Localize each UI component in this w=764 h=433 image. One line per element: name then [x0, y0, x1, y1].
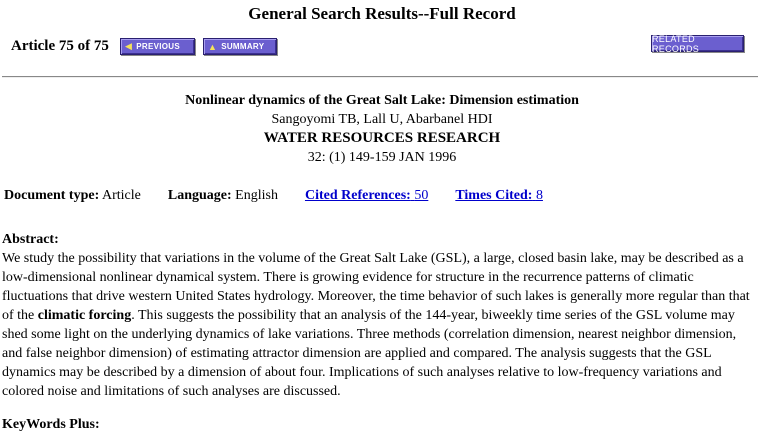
- divider: [2, 76, 758, 78]
- doc-type-label: Document type:: [4, 188, 100, 203]
- related-records-label: RELATED RECORDS: [652, 33, 700, 54]
- arrow-up-icon: ▲: [208, 41, 218, 52]
- record-authors: Sangoyomi TB, Lall U, Abarbanel HDI: [271, 112, 493, 127]
- times-cited-count: 8: [535, 188, 543, 203]
- abstract-section: [2, 230, 754, 401]
- cited-references-link[interactable]: [305, 188, 428, 203]
- previous-button[interactable]: [120, 38, 195, 55]
- record-journal: WATER RESOURCES RESEARCH: [263, 130, 501, 146]
- citation-block: [0, 91, 764, 167]
- record-source: 32: (1) 149-159 JAN 1996: [307, 150, 457, 165]
- arrow-left-icon: ◀: [125, 41, 133, 51]
- doc-type-value: Article: [102, 188, 141, 203]
- abstract-text-part1: We study the possibility that variations in the volume of the Great Salt Lake (GSL), a large, closed basin lake, may be described as a low-dimensional nonlinear dynamical system. There is growing evidence for structure in the recurrence patterns of climatic fluctuations that drive western United States hydrology. Moreover, the time behavior of such lakes is generally more regular than that of the: [2, 251, 750, 323]
- page-title: General Search Results--Full Record: [248, 4, 516, 23]
- times-cited-link[interactable]: [455, 188, 543, 203]
- abstract-label: Abstract:: [2, 232, 59, 247]
- previous-button-label: PREVIOUS: [136, 42, 180, 51]
- language-label: Language:: [167, 188, 232, 203]
- times-cited-label: Times Cited:: [455, 188, 533, 203]
- record-title: Nonlinear dynamics of the Great Salt Lake: Dimension estimation: [185, 93, 579, 108]
- keywords-label: KeyWords Plus:: [2, 417, 100, 432]
- summary-button[interactable]: [203, 38, 277, 55]
- article-count: Article 75 of 75: [11, 38, 109, 54]
- abstract-text-part2: . This suggests the possibility that an analysis of the 144-year, biweekly time series of the GSL volume may shed some light on the underlying dynamics of lake variations. Three methods (correlation dimension, nearest neighbor dimension, and false neighbor dimension) of estimating attractor dimension are applied and compared. The analysis suggests that the GSL dynamics may be described by a dimension of about four. Implications of such analyses relative to low-frequency variations and colored noise and limitations of such analyses are discussed.: [2, 308, 737, 399]
- summary-button-label: SUMMARY: [221, 42, 265, 51]
- language-value: English: [235, 188, 278, 203]
- abstract-emphasis: climatic forcing: [37, 308, 132, 323]
- record-meta: [4, 188, 543, 204]
- cited-references-count: 50: [414, 188, 429, 203]
- related-records-button[interactable]: [651, 35, 744, 52]
- cited-references-label: Cited References:: [304, 188, 411, 203]
